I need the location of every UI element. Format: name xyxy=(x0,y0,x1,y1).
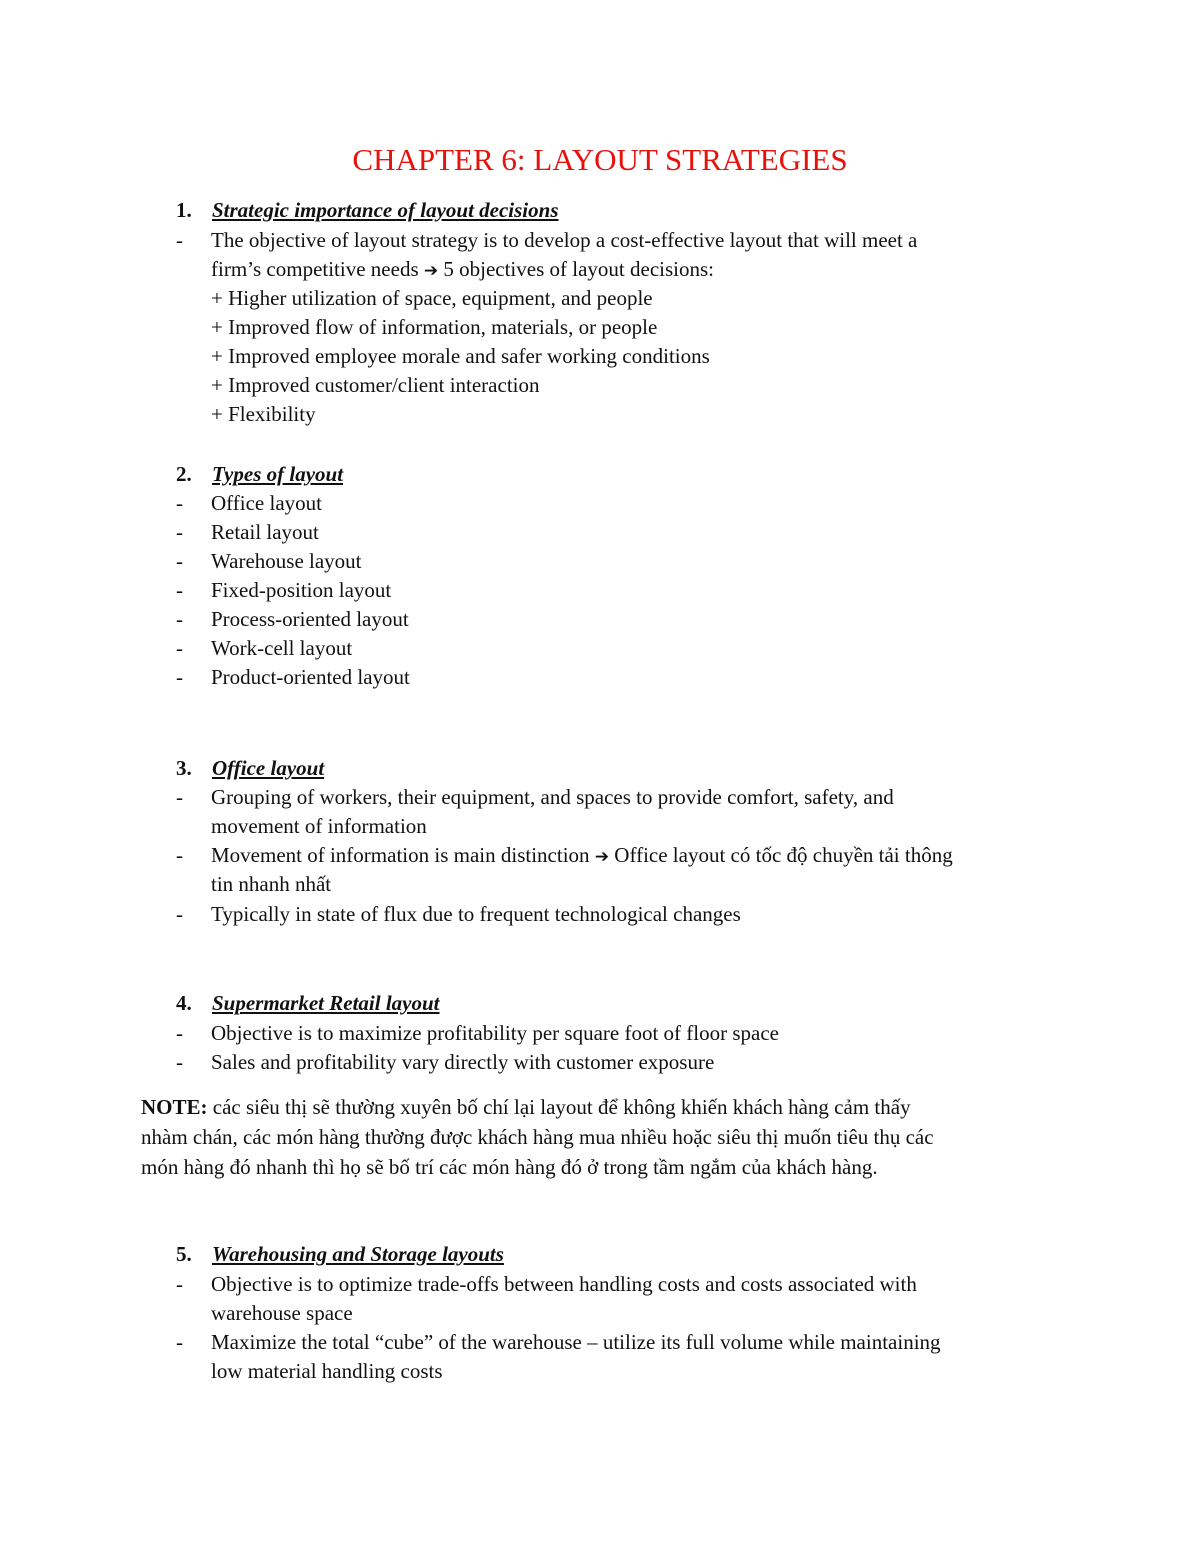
note-label: NOTE: xyxy=(141,1095,208,1119)
section-number: 5. xyxy=(176,1242,192,1266)
list-item: warehouse space xyxy=(211,1301,353,1325)
section-heading-5 xyxy=(176,1240,504,1269)
list-item: - Warehouse layout xyxy=(176,549,362,573)
section-number: 3. xyxy=(176,756,192,780)
list-item: - Fixed-position layout xyxy=(176,578,392,602)
list-item: - Work-cell layout xyxy=(176,636,353,660)
section-title: Supermarket Retail layout xyxy=(212,991,440,1015)
list-item: + Improved employee morale and safer working conditions xyxy=(211,344,710,368)
section-number: 1. xyxy=(176,198,192,222)
note-paragraph: NOTE: các siêu thị sẽ thường xuyên bố chí lại layout để không khiến khách hàng cảm thấy nhàm chán, các món hàng thường được khách hàng mua nhiều hoặc siêu thị muốn tiêu thụ các món hàng đó nhanh thì họ sẽ bố trí các món hàng đó ở trong tầm ngắm của khách hàng. xyxy=(141,1095,934,1179)
list-item: - Retail layout xyxy=(176,520,319,544)
list-item: - Movement of information is main distinction ➔ Office layout có tốc độ chuyền tải thông xyxy=(176,843,953,867)
list-item: - The objective of layout strategy is to develop a cost-effective layout that will meet a xyxy=(176,228,918,252)
section-title: Office layout xyxy=(212,756,325,780)
list-item: - Product-oriented layout xyxy=(176,665,410,689)
list-item: - Sales and profitability vary directly with customer exposure xyxy=(176,1050,715,1074)
section-title: Types of layout xyxy=(212,462,344,486)
list-item: - Process-oriented layout xyxy=(176,607,409,631)
section-heading-3 xyxy=(176,754,324,783)
arrow-right-icon: ➔ xyxy=(423,261,439,281)
section-number: 4. xyxy=(176,991,192,1015)
list-item: + Flexibility xyxy=(211,402,316,426)
list-item: - Objective is to optimize trade-offs between handling costs and costs associated with xyxy=(176,1272,917,1296)
list-item: - Grouping of workers, their equipment, and spaces to provide comfort, safety, and xyxy=(176,785,894,809)
section-title: Strategic importance of layout decisions xyxy=(212,198,559,222)
list-item: tin nhanh nhất xyxy=(211,872,332,896)
list-item: - Maximize the total “cube” of the warehouse – utilize its full volume while maintaining xyxy=(176,1330,941,1354)
section-title: Warehousing and Storage layouts xyxy=(212,1242,504,1266)
list-item: movement of information xyxy=(211,814,427,838)
list-item: - Typically in state of flux due to frequent technological changes xyxy=(176,902,741,926)
section-heading-2 xyxy=(176,460,343,489)
list-item: + Higher utilization of space, equipment, and people xyxy=(211,286,653,310)
section-number: 2. xyxy=(176,462,192,486)
page-title: CHAPTER 6: LAYOUT STRATEGIES xyxy=(352,142,848,177)
arrow-right-icon: ➔ xyxy=(594,847,610,867)
list-item: + Improved customer/client interaction xyxy=(211,373,540,397)
section-heading-4 xyxy=(176,989,440,1018)
list-item: low material handling costs xyxy=(211,1359,443,1383)
section-heading-1 xyxy=(176,196,559,225)
list-item: - Office layout xyxy=(176,491,322,515)
list-item: firm’s competitive needs ➔ 5 objectives of layout decisions: xyxy=(211,257,714,281)
list-item: - Objective is to maximize profitability per square foot of floor space xyxy=(176,1021,779,1045)
list-item: + Improved flow of information, materials, or people xyxy=(211,315,658,339)
